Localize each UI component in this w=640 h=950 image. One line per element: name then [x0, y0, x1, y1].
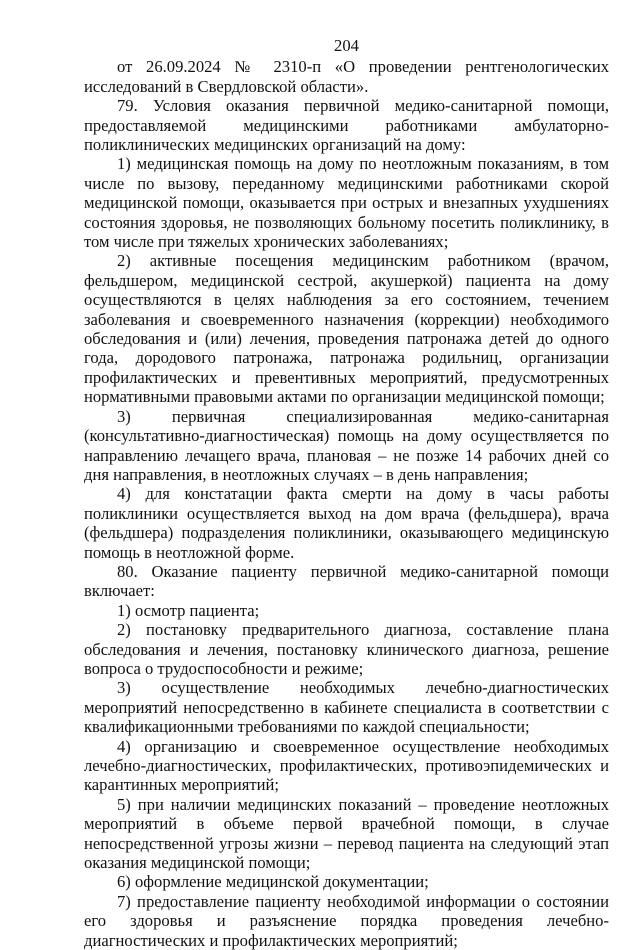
- paragraph-79-heading: 79. Условия оказания первичной медико-санитарной помощи, предоставляемой медицинскими работниками амбулаторно-поликлинических медицинских организаций на дому:: [84, 96, 609, 155]
- paragraph-79-item-3: 3) первичная специализированная медико-санитарная (консультативно-диагностическая) помощь на дому осуществляется по направлению лечащего врача, плановая – не позже 14 рабочих дней со дня направления, в неотложных случаях – в день направления;: [84, 406, 609, 484]
- paragraph-79-item-2: 2) активные посещения медицинским работником (врачом, фельдшером, медицинской сестрой, акушеркой) пациента на дому осуществляются в целях наблюдения за его состоянием, течением заболевания и своевременного назначения (коррекции) необходимого обследования и (или) лечения, проведения патронажа детей до одного года, дородового патронажа, патронажа родильниц, организации профилактических и превентивных мероприятий, предусмотренных нормативными правовыми актами по организации медицинской помощи;: [84, 251, 609, 407]
- paragraph-80-item-6: 6) оформление медицинской документации;: [117, 872, 429, 892]
- page-number: 204: [334, 36, 359, 55]
- paragraph-80-item-4: 4) организацию и своевременное осуществление необходимых лечебно-диагностических, профилактических, противоэпидемических и карантинных мероприятий;: [84, 736, 609, 795]
- paragraph-79-item-1: 1) медицинская помощь на дому по неотложным показаниям, в том числе по вызову, переданному медицинскими работниками скорой медицинской помощи, оказывается при острых и внезапных ухудшениях состояния здоровья, не позволяющих больному посетить поликлинику, в том числе при тяжелых хронических заболеваниях;: [84, 154, 609, 252]
- paragraph-80-item-3: 3) осуществление необходимых лечебно-диагностических мероприятий непосредственно в кабинете специалиста в соответствии с квалификационными требованиями по каждой специальности;: [84, 678, 609, 737]
- paragraph-80-item-5: 5) при наличии медицинских показаний – проведение неотложных мероприятий в объеме первой врачебной помощи, в случае непосредственной угрозы жизни – перевод пациента на следующий этап оказания медицинской помощи;: [84, 794, 609, 873]
- paragraph-80-item-2: 2) постановку предварительного диагноза, составление плана обследования и лечения, постановку клинического диагноза, решение вопроса о трудоспособности и режиме;: [84, 620, 609, 678]
- paragraph-80-item-1: 1) осмотр пациента;: [117, 600, 260, 620]
- paragraph-79-item-4: 4) для констатации факта смерти на дому в часы работы поликлиники осуществляется выход на дом врача (фельдшера), врача (фельдшера) подразделения поликлиники, оказывающего медицинскую помощь в неотложной форме.: [84, 484, 609, 562]
- paragraph-order-reference: от 26.09.2024 № 2310-п «О проведении рентгенологических исследований в Свердловской области».: [84, 57, 609, 96]
- paragraph-80-heading: 80. Оказание пациенту первичной медико-санитарной помощи включает:: [84, 561, 609, 601]
- document-page: [84, 36, 609, 950]
- paragraph-80-item-7: 7) предоставление пациенту необходимой информации о состоянии его здоровья и разъяснение порядка проведения лечебно-диагностических и профилактических мероприятий;: [84, 891, 609, 950]
